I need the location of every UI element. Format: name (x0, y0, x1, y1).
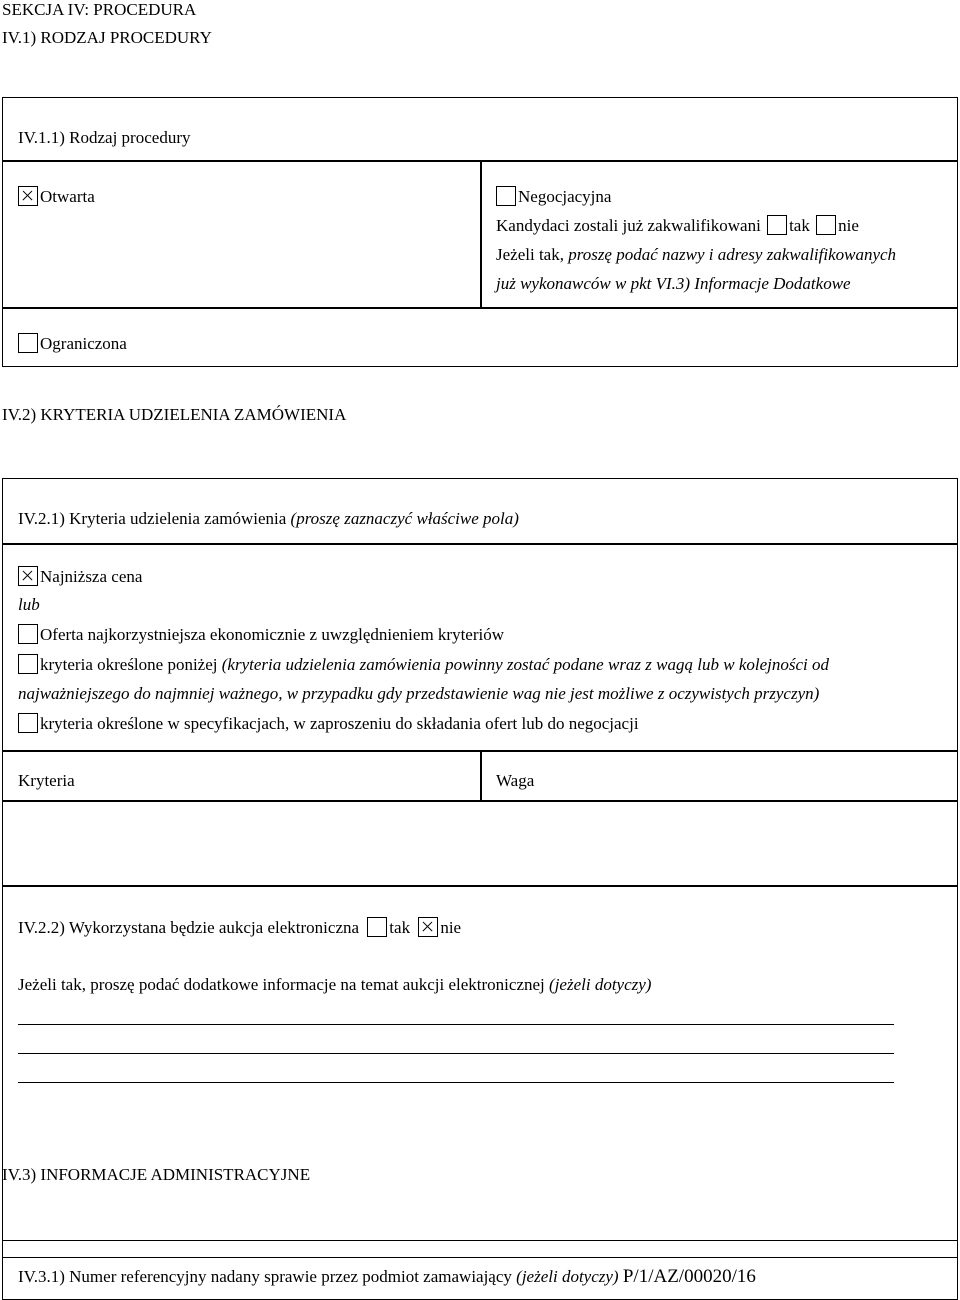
jezeli-row (496, 245, 896, 265)
section-iv1-title: IV.1) RODZAJ PROCEDURY (2, 28, 212, 47)
iv31-row (18, 1266, 756, 1288)
kryteria-spec-label: kryteria określone w specyfikacjach, w zaproszeniu do składania ofert lub do negocjacji (40, 714, 639, 733)
answer-line[interactable] (18, 1024, 894, 1025)
answer-line[interactable] (18, 1053, 894, 1054)
checkbox-icon[interactable] (18, 624, 38, 644)
divider (480, 160, 482, 307)
col-kryteria: Kryteria (18, 771, 75, 790)
option-oferta[interactable] (18, 624, 504, 645)
aukcja-info-row (18, 975, 651, 995)
iv2-title: IV.2) KRYTERIA UDZIELENIA ZAMÓWIENIA (2, 405, 347, 424)
checkbox-nie-icon-checked[interactable] (418, 917, 438, 937)
reference-number: P/1/AZ/00020/16 (622, 1266, 756, 1287)
aukcja-text: proszę podać dodatkowe informacje na temat aukcji elektronicznej (85, 975, 545, 994)
checkbox-tak-icon[interactable] (367, 917, 387, 937)
section-title: SEKCJA IV: PROCEDURA (2, 0, 197, 19)
checkbox-icon[interactable] (18, 713, 38, 733)
divider (480, 750, 482, 800)
iv22-nie-label: nie (440, 918, 462, 937)
kryteria-ponizej-label: kryteria określone poniżej (40, 655, 218, 674)
option-najnizsza-label: Najniższa cena (40, 567, 143, 586)
option-negocjacyjna-label: Negocjacyjna (518, 187, 612, 206)
option-otwarta[interactable] (18, 186, 95, 207)
iv31-label: IV.3.1) Numer referencyjny nadany sprawie przez podmiot zamawiający (18, 1267, 512, 1286)
option-otwarta-label: Otwarta (40, 187, 95, 206)
iv21-row (18, 509, 519, 529)
kandydaci-row (496, 215, 859, 236)
option-kryteria-spec[interactable] (18, 713, 639, 734)
option-kryteria-ponizej[interactable] (18, 654, 829, 675)
jezeli-italic: proszę podać nazwy i adresy zakwalifikowanych (563, 245, 897, 264)
iv22-tak-label: tak (389, 918, 411, 937)
option-najnizsza[interactable] (18, 566, 142, 587)
option-ograniczona[interactable] (18, 333, 127, 354)
option-oferta-label: Oferta najkorzystniejsza ekonomicznie z uwzględnieniem kryteriów (40, 625, 505, 644)
kryteria-ponizej-hint-line2: najważniejszego do najmniej ważnego, w przypadku gdy przedstawienie wag nie jest możliwe z oczywistych przyczyn) (18, 684, 820, 703)
iv21-hint: (proszę zaznaczyć właściwe pola) (290, 509, 519, 528)
iv22-label: IV.2.2) Wykorzystana będzie aukcja elektroniczna (18, 918, 360, 937)
kandydaci-text: Kandydaci zostali już zakwalifikowani (496, 216, 761, 235)
iv22-row (18, 917, 461, 938)
checkbox-icon[interactable] (496, 186, 516, 206)
option-ograniczona-label: Ograniczona (40, 334, 127, 353)
divider (2, 543, 958, 545)
criteria-frame (2, 478, 958, 1258)
juz-line: już wykonawców w pkt VI.3) Informacje Dodatkowe (496, 274, 851, 293)
aukcja-hint: (jeżeli dotyczy) (549, 975, 652, 994)
answer-line[interactable] (18, 1082, 894, 1083)
col-waga: Waga (496, 771, 535, 790)
option-negocjacyjna[interactable] (496, 186, 611, 207)
checkbox-icon-checked[interactable] (18, 566, 38, 586)
checkbox-tak-icon[interactable] (767, 215, 787, 235)
checkbox-nie-icon[interactable] (816, 215, 836, 235)
divider (2, 307, 958, 309)
divider (2, 800, 958, 802)
iv3-title: IV.3) INFORMACJE ADMINISTRACYJNE (2, 1165, 311, 1184)
checkbox-icon-checked[interactable] (18, 186, 38, 206)
jezeli-prefix: Jeżeli tak, (496, 245, 564, 264)
kandydaci-tak-label: tak (789, 216, 810, 235)
checkbox-icon[interactable] (18, 333, 38, 353)
iv31-hint: (jeżeli dotyczy) (516, 1267, 619, 1286)
divider (2, 885, 958, 887)
kryteria-ponizej-hint: (kryteria udzielenia zamówienia powinny zostać podane wraz z wagą lub w kolejności od (221, 655, 829, 674)
aukcja-jezeli: Jeżeli tak, (18, 975, 86, 994)
lub-text: lub (18, 595, 40, 614)
checkbox-icon[interactable] (18, 654, 38, 674)
kandydaci-nie-label: nie (838, 216, 859, 235)
iv21-label: IV.2.1) Kryteria udzielenia zamówienia (18, 509, 287, 528)
procedure-type-label: IV.1.1) Rodzaj procedury (18, 128, 191, 147)
